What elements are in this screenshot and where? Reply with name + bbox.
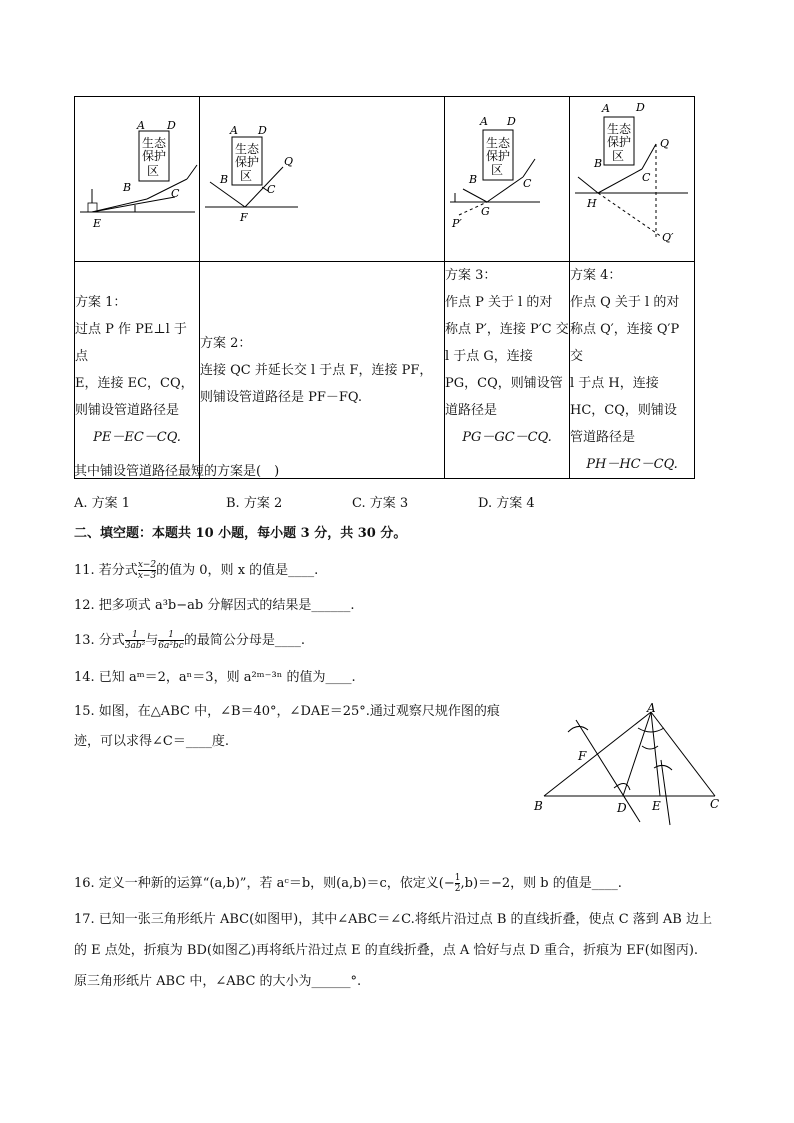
svg-text:D: D (617, 801, 627, 815)
svg-text:生态: 生态 (142, 136, 167, 150)
choice-c[interactable]: C. 方案 3 (352, 496, 409, 511)
plan4-figure (570, 97, 695, 257)
svg-text:E: E (93, 217, 102, 230)
svg-text:D: D (258, 124, 267, 137)
section-title: 二、填空题：本题共 10 小题，每小题 3 分，共 30 分。 (74, 526, 407, 541)
question-17-line3: 原三角形纸片 ABC 中，∠ABC 的大小为______°. (74, 974, 362, 989)
plan1-figure (75, 97, 200, 257)
svg-text:C: C (171, 187, 180, 200)
svg-text:B: B (123, 181, 132, 194)
plan3-text: 方案 3： 作点 P 关于 l 的对 称点 P′，连接 P′C 交 l 于点 G，连接 PG，CQ，则铺设管 道路径是 PG－GC－CQ. (445, 262, 570, 479)
svg-text:Q: Q (284, 155, 294, 168)
svg-text:生态: 生态 (235, 142, 260, 156)
choice-b[interactable]: B. 方案 2 (226, 496, 283, 511)
choice-a[interactable]: A. 方案 1 (74, 496, 131, 511)
svg-text:D: D (167, 119, 176, 132)
svg-text:F: F (578, 749, 587, 763)
question-11: 11. 若分式 $\frac{x-2}{x-3}$ 的值为 0，则 x 的值是____. (74, 560, 319, 581)
svg-text:区: 区 (240, 169, 253, 183)
svg-text:保护: 保护 (142, 149, 167, 163)
plan2-text: 方案 2： 连接 QC 并延长交 l 于点 F，连接 PF， 则铺设管道路径是 PF－FQ. (200, 262, 445, 479)
plan2-figure-cell (200, 97, 445, 262)
plan4-text: 方案 4： 作点 Q 关于 l 的对 称点 Q′，连接 Q′P 交 l 于点 H，连接 HC，CQ，则铺设 管道路径是 PH－HC－CQ. (570, 262, 695, 479)
svg-text:P′: P′ (452, 217, 462, 230)
svg-text:Q′: Q′ (662, 231, 674, 244)
svg-text:生态: 生态 (486, 136, 511, 150)
plan2-figure (200, 97, 445, 257)
choice-d[interactable]: D. 方案 4 (478, 496, 535, 511)
svg-text:A: A (647, 701, 656, 715)
svg-text:B: B (469, 173, 478, 186)
question-14: 14. 已知 aᵐ＝2，aⁿ＝3，则 a²ᵐ⁻³ⁿ 的值为____. (74, 670, 356, 685)
question-15-line1: 15. 如图，在△ABC 中，∠B＝40°，∠DAE＝25°.通过观察尺规作图的痕 (74, 704, 500, 719)
svg-text:C: C (642, 171, 651, 184)
svg-text:保护: 保护 (235, 155, 260, 169)
plan3-figure-cell (445, 97, 570, 262)
svg-text:B: B (594, 157, 603, 170)
plan1-figure-cell (75, 97, 200, 262)
question-17-line2: 的 E 点处，折痕为 BD(如图乙)再将纸片沿过点 E 的直线折叠，点 A 恰好与点 D 重合，折痕为 EF(如图丙). (74, 943, 699, 958)
plan1-text: 方案 1： 过点 P 作 PE⊥l 于点 E，连接 EC，CQ， 则铺设管道路径是 PE－EC－CQ. (75, 262, 200, 479)
question-10-stem: 其中铺设管道路径最短的方案是( ) (74, 464, 280, 479)
svg-text:B: B (220, 173, 229, 186)
plans-table (74, 96, 695, 479)
svg-text:Q: Q (660, 137, 670, 150)
svg-text:H: H (587, 197, 597, 210)
question-16: 16. 定义一种新的运算“(a,b)”，若 aᶜ＝b，则(a,b)＝c，依定义(− $\frac{1}{2}$ ,b)＝−2，则 b 的值是____. (74, 873, 622, 894)
svg-text:G: G (481, 205, 490, 218)
svg-text:D: D (636, 101, 645, 114)
question-12: 12. 把多项式 a³b−ab 分解因式的结果是______. (74, 598, 355, 613)
svg-text:A: A (137, 119, 145, 132)
svg-text:E: E (652, 799, 661, 813)
svg-text:区: 区 (147, 164, 160, 178)
svg-text:A: A (480, 115, 488, 128)
svg-text:区: 区 (612, 149, 625, 163)
svg-text:保护: 保护 (607, 135, 632, 149)
question-13: 13. 分式 $\frac{1}{\text{3ab²}}$ 与 $\frac{1}{\text{6a²bc}}$ 的最简公分母是____. (74, 630, 305, 651)
svg-text:B: B (534, 799, 543, 813)
svg-text:C: C (710, 797, 720, 811)
svg-text:A: A (230, 124, 238, 137)
svg-text:C: C (523, 177, 532, 190)
svg-text:保护: 保护 (486, 149, 511, 163)
question-17-line1: 17. 已知一张三角形纸片 ABC(如图甲)，其中∠ABC＝∠C.将纸片沿过点 B 的直线折叠，使点 C 落到 AB 边上 (74, 912, 712, 927)
question-15-line2: 迹，可以求得∠C＝____度. (74, 734, 229, 749)
svg-text:生态: 生态 (607, 122, 632, 136)
svg-text:区: 区 (491, 163, 504, 177)
q15-triangle-figure (530, 700, 730, 830)
svg-text:A: A (602, 102, 610, 115)
plan3-figure (445, 97, 570, 257)
svg-text:F: F (240, 211, 248, 224)
svg-text:D: D (507, 115, 516, 128)
svg-text:C: C (267, 183, 276, 196)
plan4-figure-cell (570, 97, 695, 262)
